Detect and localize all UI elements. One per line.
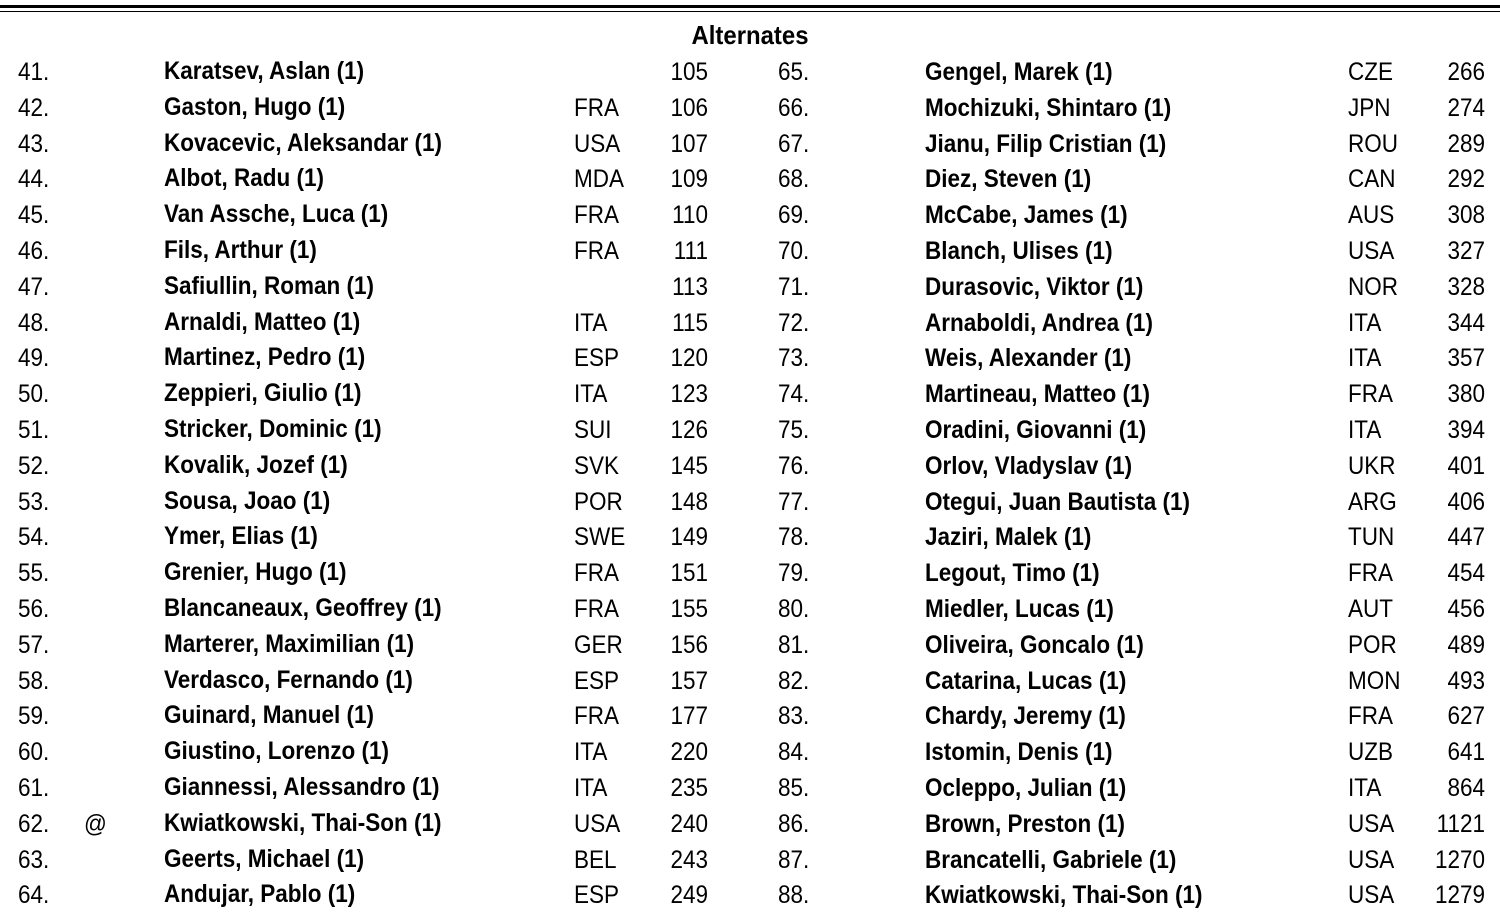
- player-nationality: ITA: [574, 380, 608, 409]
- entry-number: 46.: [18, 236, 50, 265]
- player-name: Guinard, Manuel (1): [164, 701, 375, 730]
- player-name: Kwiatkowski, Thai-Son (1): [164, 808, 442, 837]
- player-nationality: ITA: [1348, 415, 1382, 444]
- list-row: [0, 234, 750, 270]
- entry-number: 47.: [18, 272, 50, 301]
- player-nationality: UZB: [1348, 738, 1393, 767]
- player-name: Otegui, Juan Bautista (1): [925, 487, 1191, 516]
- player-name: Arnaboldi, Andrea (1): [925, 308, 1153, 337]
- player-nationality: AUT: [1348, 594, 1393, 623]
- entry-number: 79.: [778, 559, 810, 588]
- entry-number: 63.: [18, 845, 50, 874]
- entry-number: 88.: [778, 881, 810, 910]
- player-rank: 148: [670, 487, 708, 516]
- list-row: [0, 162, 750, 198]
- entry-number: 78.: [778, 523, 810, 552]
- entry-number: 62.: [18, 809, 50, 838]
- player-name: Chardy, Jeremy (1): [925, 702, 1126, 731]
- section-title: Alternates: [691, 20, 809, 50]
- player-rank: 344: [1447, 308, 1485, 337]
- player-rank: 156: [670, 630, 708, 659]
- list-row: [760, 91, 1500, 127]
- player-rank: 220: [670, 738, 708, 767]
- player-name: Stricker, Dominic (1): [164, 414, 382, 443]
- player-name: Karatsev, Aslan (1): [164, 57, 365, 85]
- player-rank: 266: [1447, 58, 1485, 86]
- player-rank: 120: [670, 344, 708, 373]
- list-row: [0, 55, 750, 91]
- player-nationality: TUN: [1348, 523, 1395, 552]
- player-rank: 308: [1447, 201, 1485, 230]
- entry-number: 51.: [18, 415, 50, 444]
- list-row: [760, 556, 1500, 592]
- entry-number: 84.: [778, 738, 810, 767]
- list-row: [0, 556, 750, 592]
- entry-number: 60.: [18, 738, 50, 767]
- player-rank: 292: [1447, 165, 1485, 194]
- entry-number: 54.: [18, 523, 50, 552]
- player-rank: 327: [1447, 236, 1485, 265]
- player-rank: 235: [670, 773, 708, 802]
- list-row: [760, 270, 1500, 306]
- list-row: [760, 592, 1500, 628]
- player-rank: 1270: [1434, 845, 1485, 874]
- list-row: [760, 306, 1500, 342]
- list-row: [760, 198, 1500, 234]
- list-row: [760, 341, 1500, 377]
- list-row: [0, 878, 750, 914]
- player-nationality: ITA: [1348, 308, 1382, 337]
- player-rank: 177: [670, 702, 708, 731]
- player-rank: 151: [670, 559, 708, 588]
- player-name: Safiullin, Roman (1): [164, 271, 375, 300]
- entry-number: 56.: [18, 594, 50, 623]
- player-rank: 1121: [1436, 809, 1485, 838]
- player-nationality: NOR: [1348, 272, 1399, 301]
- player-nationality: USA: [1348, 809, 1395, 838]
- player-rank: 240: [670, 809, 708, 838]
- player-name: Gengel, Marek (1): [925, 58, 1113, 86]
- player-name: Blancaneaux, Geoffrey (1): [164, 593, 442, 622]
- player-nationality: ITA: [1348, 344, 1382, 373]
- entry-number: 76.: [778, 451, 810, 480]
- player-rank: 627: [1447, 702, 1485, 731]
- list-row: [0, 198, 750, 234]
- entry-number: 82.: [778, 666, 810, 695]
- top-rule-thin: [0, 11, 1500, 12]
- player-rank: 126: [670, 415, 708, 444]
- entry-number: 52.: [18, 451, 50, 480]
- entry-number: 75.: [778, 415, 810, 444]
- player-nationality: ITA: [1348, 773, 1382, 802]
- list-row: [0, 771, 750, 807]
- player-nationality: FRA: [1348, 702, 1393, 731]
- player-rank: 357: [1447, 344, 1485, 373]
- player-rank: 456: [1447, 594, 1485, 623]
- entry-number: 43.: [18, 129, 50, 158]
- player-name: Miedler, Lucas (1): [925, 594, 1114, 623]
- list-row: [760, 878, 1500, 914]
- player-rank: 394: [1447, 415, 1485, 444]
- player-nationality: USA: [1348, 236, 1395, 265]
- player-rank: 149: [670, 523, 708, 552]
- list-row: [760, 664, 1500, 700]
- player-nationality: FRA: [574, 201, 619, 230]
- list-row: [0, 306, 750, 342]
- entry-number: 50.: [18, 380, 50, 409]
- list-row: [760, 699, 1500, 735]
- entry-number: 87.: [778, 845, 810, 874]
- player-rank: 106: [670, 93, 708, 122]
- player-rank: 380: [1447, 380, 1485, 409]
- player-nationality: MDA: [574, 165, 625, 194]
- list-row: [760, 520, 1500, 556]
- player-name: Albot, Radu (1): [164, 164, 324, 193]
- player-name: Geerts, Michael (1): [164, 844, 365, 873]
- entry-number: 71.: [778, 272, 810, 301]
- player-name: Catarina, Lucas (1): [925, 666, 1127, 695]
- entry-number: 77.: [778, 487, 810, 516]
- list-row: [0, 807, 750, 843]
- player-nationality: GER: [574, 630, 623, 659]
- list-row: [760, 807, 1500, 843]
- player-nationality: SUI: [574, 415, 612, 444]
- list-row: [0, 664, 750, 700]
- player-name: Sousa, Joao (1): [164, 486, 331, 515]
- entry-number: 70.: [778, 236, 810, 265]
- entry-number: 73.: [778, 344, 810, 373]
- player-name: Oradini, Giovanni (1): [925, 415, 1147, 444]
- entry-number: 48.: [18, 308, 50, 337]
- entry-number: 58.: [18, 666, 50, 695]
- player-name: Diez, Steven (1): [925, 165, 1092, 194]
- player-nationality: BEL: [574, 845, 617, 874]
- player-rank: 109: [670, 165, 708, 194]
- player-name: Kovalik, Jozef (1): [164, 450, 348, 479]
- player-name: Gaston, Hugo (1): [164, 92, 346, 121]
- entry-number: 49.: [18, 344, 50, 373]
- player-rank: 123: [670, 380, 708, 409]
- list-row: [760, 55, 1500, 91]
- player-nationality: FRA: [574, 236, 619, 265]
- player-name: Grenier, Hugo (1): [164, 558, 347, 587]
- player-nationality: CZE: [1348, 58, 1393, 86]
- player-nationality: FRA: [1348, 559, 1393, 588]
- list-row: [760, 127, 1500, 163]
- player-rank: 243: [670, 845, 708, 874]
- player-nationality: ITA: [574, 738, 608, 767]
- list-row: [0, 592, 750, 628]
- list-row: [760, 162, 1500, 198]
- player-name: Arnaldi, Matteo (1): [164, 307, 361, 336]
- list-row: [0, 270, 750, 306]
- player-nationality: ARG: [1348, 487, 1397, 516]
- list-row: [0, 127, 750, 163]
- list-row: [760, 449, 1500, 485]
- entry-number: 66.: [778, 93, 810, 122]
- player-nationality: USA: [574, 129, 621, 158]
- list-row: [760, 735, 1500, 771]
- player-name: Blanch, Ulises (1): [925, 236, 1113, 265]
- entry-number: 64.: [18, 881, 50, 910]
- player-rank: 406: [1447, 487, 1485, 516]
- player-rank: 107: [670, 129, 708, 158]
- list-row: [0, 628, 750, 664]
- player-name: Van Assche, Luca (1): [164, 200, 389, 229]
- player-nationality: JPN: [1348, 93, 1391, 122]
- list-row: [0, 485, 750, 521]
- player-nationality: USA: [1348, 845, 1395, 874]
- list-row: [760, 843, 1500, 879]
- player-name: Kovacevic, Aleksandar (1): [164, 128, 443, 157]
- player-rank: 155: [670, 594, 708, 623]
- player-nationality: POR: [574, 487, 623, 516]
- entry-number: 42.: [18, 93, 50, 122]
- player-rank: 289: [1447, 129, 1485, 158]
- player-name: Durasovic, Viktor (1): [925, 272, 1144, 301]
- entry-number: 81.: [778, 630, 810, 659]
- entry-number: 57.: [18, 630, 50, 659]
- list-row: [0, 341, 750, 377]
- player-name: Jianu, Filip Cristian (1): [925, 129, 1167, 158]
- player-rank: 113: [672, 272, 708, 301]
- player-nationality: MON: [1348, 666, 1401, 695]
- player-name: Kwiatkowski, Thai-Son (1): [925, 881, 1203, 910]
- entry-number: 85.: [778, 773, 810, 802]
- top-rule: [0, 5, 1500, 8]
- entry-number: 74.: [778, 380, 810, 409]
- entry-number: 59.: [18, 702, 50, 731]
- player-nationality: ESP: [574, 344, 620, 373]
- player-rank: 401: [1447, 451, 1485, 480]
- player-rank: 493: [1447, 666, 1485, 695]
- player-name: Brown, Preston (1): [925, 809, 1126, 838]
- entry-number: 72.: [778, 308, 810, 337]
- list-row: [0, 91, 750, 127]
- list-row: [760, 771, 1500, 807]
- player-nationality: USA: [574, 809, 621, 838]
- entry-number: 86.: [778, 809, 810, 838]
- alternates-list-right: [760, 55, 1500, 914]
- player-rank: 157: [670, 666, 708, 695]
- entry-number: 83.: [778, 702, 810, 731]
- list-row: [0, 843, 750, 879]
- alternates-list-left: [0, 55, 750, 914]
- entry-number: 61.: [18, 773, 50, 802]
- player-name: Ymer, Elias (1): [164, 522, 318, 551]
- player-name: Marterer, Maximilian (1): [164, 629, 415, 658]
- player-name: Oliveira, Goncalo (1): [925, 630, 1144, 659]
- entry-number: 80.: [778, 594, 810, 623]
- player-name: Istomin, Denis (1): [925, 738, 1113, 767]
- player-nationality: CAN: [1348, 165, 1396, 194]
- player-name: Martinez, Pedro (1): [164, 343, 366, 372]
- list-row: [760, 234, 1500, 270]
- player-rank: 864: [1447, 773, 1485, 802]
- player-rank: 115: [672, 308, 708, 337]
- player-rank: 489: [1447, 630, 1485, 659]
- player-nationality: FRA: [1348, 380, 1393, 409]
- player-nationality: FRA: [574, 594, 619, 623]
- player-nationality: ITA: [574, 773, 608, 802]
- player-rank: 249: [670, 881, 708, 910]
- list-row: [0, 699, 750, 735]
- list-row: [760, 377, 1500, 413]
- player-rank: 274: [1447, 93, 1485, 122]
- player-name: Brancatelli, Gabriele (1): [925, 845, 1177, 874]
- player-rank: 145: [670, 451, 708, 480]
- player-name: Giustino, Lorenzo (1): [164, 737, 389, 766]
- player-name: Mochizuki, Shintaro (1): [925, 93, 1172, 122]
- player-name: Orlov, Vladyslav (1): [925, 451, 1133, 480]
- player-nationality: UKR: [1348, 451, 1396, 480]
- entry-number: 53.: [18, 487, 50, 516]
- entry-number: 68.: [778, 165, 810, 194]
- entry-number: 69.: [778, 201, 810, 230]
- list-row: [0, 520, 750, 556]
- player-nationality: USA: [1348, 881, 1395, 910]
- player-name: Ocleppo, Julian (1): [925, 773, 1127, 802]
- player-nationality: AUS: [1348, 201, 1395, 230]
- player-nationality: ROU: [1348, 129, 1399, 158]
- player-nationality: FRA: [574, 702, 619, 731]
- player-nationality: SWE: [574, 523, 626, 552]
- player-nationality: FRA: [574, 559, 619, 588]
- player-nationality: ESP: [574, 666, 620, 695]
- player-name: Zeppieri, Giulio (1): [164, 379, 362, 408]
- player-name: Verdasco, Fernando (1): [164, 665, 413, 694]
- player-rank: 328: [1447, 272, 1485, 301]
- player-name: Andujar, Pablo (1): [164, 880, 356, 909]
- player-nationality: SVK: [574, 451, 620, 480]
- player-name: Fils, Arthur (1): [164, 235, 317, 264]
- player-name: McCabe, James (1): [925, 201, 1128, 230]
- entry-mark: @: [84, 809, 107, 838]
- player-name: Martineau, Matteo (1): [925, 380, 1151, 409]
- player-name: Legout, Timo (1): [925, 559, 1100, 588]
- entry-number: 45.: [18, 201, 50, 230]
- list-row: [0, 377, 750, 413]
- player-rank: 1279: [1434, 881, 1485, 910]
- player-nationality: FRA: [574, 93, 619, 122]
- player-name: Weis, Alexander (1): [925, 344, 1132, 373]
- entry-number: 41.: [18, 58, 50, 86]
- player-nationality: POR: [1348, 630, 1397, 659]
- list-row: [760, 413, 1500, 449]
- player-rank: 110: [672, 201, 708, 230]
- list-row: [0, 449, 750, 485]
- player-rank: 641: [1447, 738, 1485, 767]
- player-rank: 111: [673, 236, 708, 265]
- list-row: [760, 485, 1500, 521]
- player-name: Jaziri, Malek (1): [925, 523, 1092, 552]
- entry-number: 55.: [18, 559, 50, 588]
- player-name: Giannessi, Alessandro (1): [164, 772, 440, 801]
- list-row: [760, 628, 1500, 664]
- entry-number: 44.: [18, 165, 50, 194]
- entry-number: 65.: [778, 58, 810, 86]
- player-rank: 454: [1447, 559, 1485, 588]
- player-rank: 105: [670, 58, 708, 86]
- list-row: [0, 735, 750, 771]
- list-row: [0, 413, 750, 449]
- player-rank: 447: [1447, 523, 1485, 552]
- player-nationality: ESP: [574, 881, 620, 910]
- player-nationality: ITA: [574, 308, 608, 337]
- entry-number: 67.: [778, 129, 810, 158]
